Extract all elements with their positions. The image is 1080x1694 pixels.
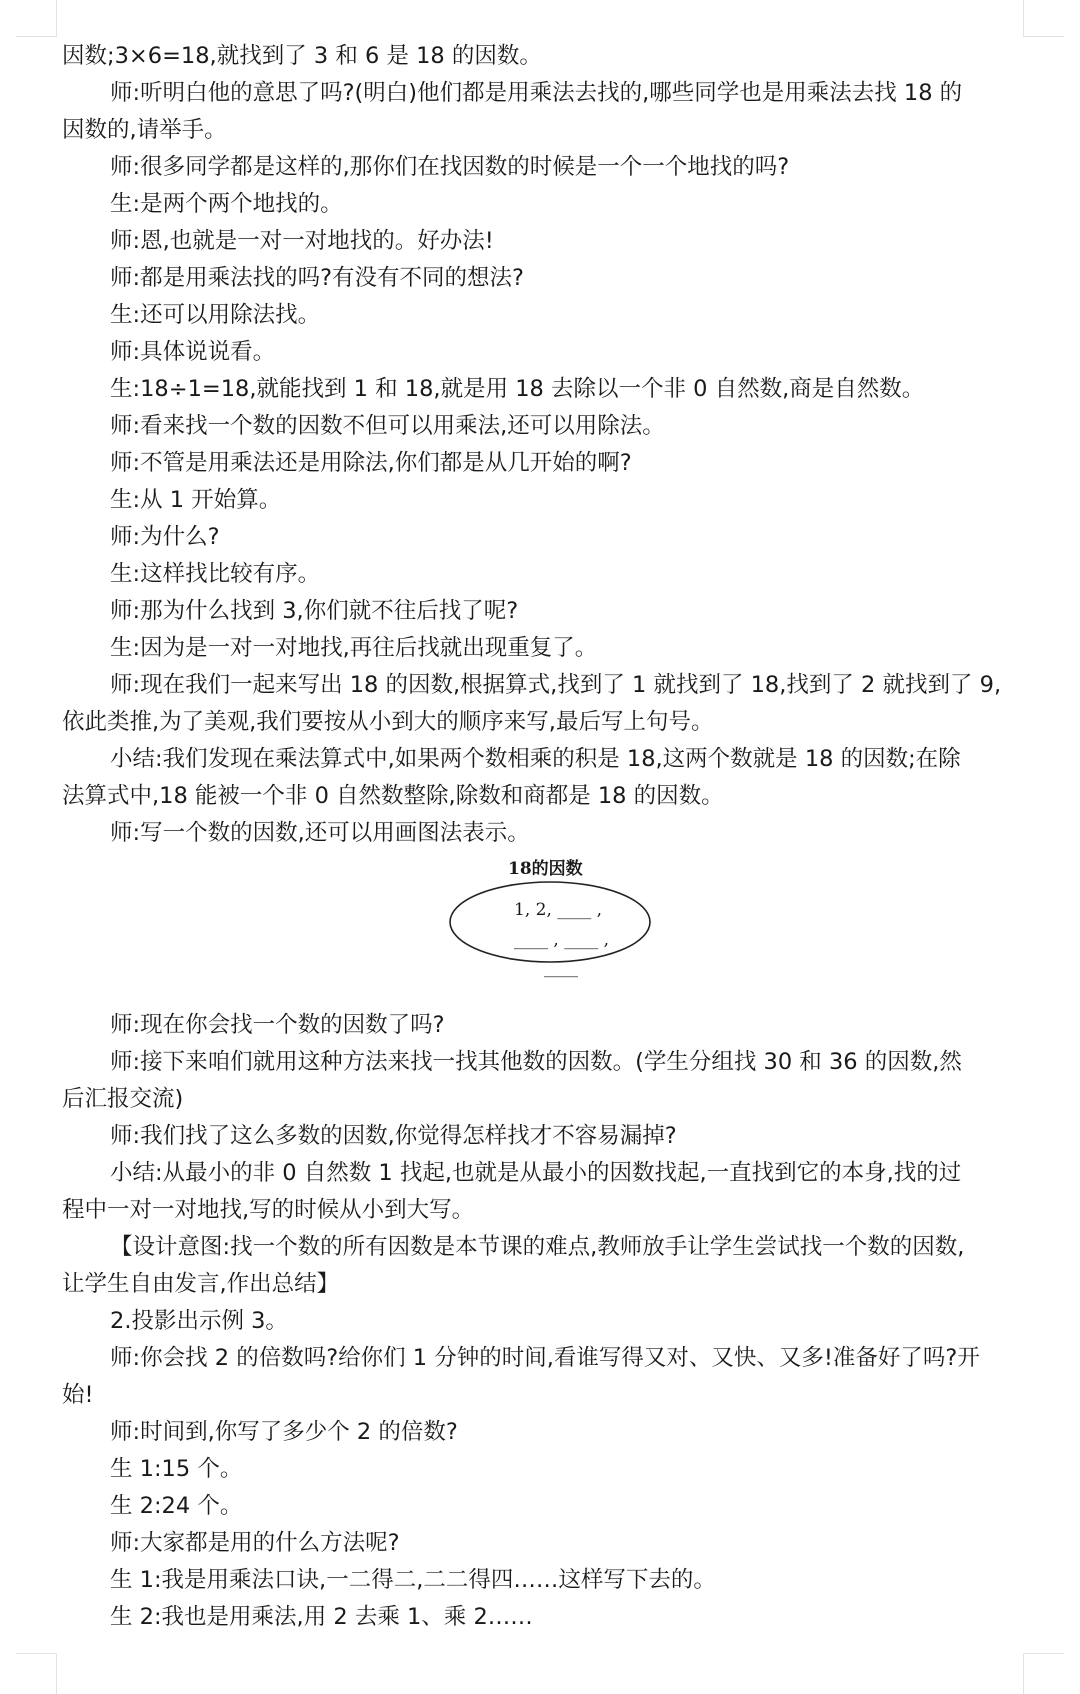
factor-ellipse-diagram bbox=[448, 880, 652, 964]
text-line: 让学生自由发言,作出总结】 bbox=[62, 1271, 340, 1297]
figure-row-1: 1, 2, ____ , bbox=[514, 900, 603, 920]
text-line: 师:时间到,你写了多少个 2 的倍数? bbox=[110, 1419, 458, 1445]
text-line: 因数的,请举手。 bbox=[62, 117, 227, 143]
text-line: 2.投影出示例 3。 bbox=[110, 1308, 288, 1334]
text-line: 生:因为是一对一对地找,再往后找就出现重复了。 bbox=[110, 635, 598, 661]
page-corner-mark-bottom-left bbox=[16, 1653, 57, 1694]
text-line: 依此类推,为了美观,我们要按从小到大的顺序来写,最后写上句号。 bbox=[62, 709, 714, 735]
text-line: 师:我们找了这么多数的因数,你觉得怎样找才不容易漏掉? bbox=[110, 1123, 677, 1149]
text-line: 生 2:24 个。 bbox=[110, 1493, 243, 1519]
text-line: 生:这样找比较有序。 bbox=[110, 561, 321, 587]
text-line: 师:看来找一个数的因数不但可以用乘法,还可以用除法。 bbox=[110, 413, 665, 439]
document-body bbox=[62, 38, 1028, 1636]
text-line: 师:现在我们一起来写出 18 的因数,根据算式,找到了 1 就找到了 18,找到了 2 就找到了 9, bbox=[110, 672, 1002, 698]
text-line: 师:恩,也就是一对一对地找的。好办法! bbox=[110, 228, 494, 254]
text-block-after-figure bbox=[62, 1007, 1028, 1636]
text-block-before-figure bbox=[62, 38, 1028, 852]
page-corner-mark-bottom-right bbox=[1023, 1653, 1064, 1694]
text-line: 师:大家都是用的什么方法呢? bbox=[110, 1530, 400, 1556]
text-line: 师:现在你会找一个数的因数了吗? bbox=[110, 1012, 445, 1038]
text-line: 始! bbox=[62, 1382, 94, 1408]
text-line: 生 1:我是用乘法口诀,一二得二,二二得四……这样写下去的。 bbox=[110, 1567, 716, 1593]
text-line: 小结:从最小的非 0 自然数 1 找起,也就是从最小的因数找起,一直找到它的本身,找的过 bbox=[110, 1160, 962, 1186]
text-line: 师:为什么? bbox=[110, 524, 220, 550]
text-line: 生 1:15 个。 bbox=[110, 1456, 243, 1482]
text-line: 师:写一个数的因数,还可以用画图法表示。 bbox=[110, 820, 530, 846]
factors-of-18-figure bbox=[62, 852, 1028, 1007]
text-line: 生:18÷1=18,就能找到 1 和 18,就是用 18 去除以一个非 0 自然数,商是自然数。 bbox=[110, 376, 925, 402]
text-line: 生:从 1 开始算。 bbox=[110, 487, 282, 513]
text-line: 后汇报交流) bbox=[62, 1086, 184, 1112]
figure-row-2: ____ , ____ , bbox=[514, 930, 610, 950]
text-line: 生 2:我也是用乘法,用 2 去乘 1、乘 2…… bbox=[110, 1604, 533, 1630]
text-line: 师:接下来咱们就用这种方法来找一找其他数的因数。(学生分组找 30 和 36 的因数,然 bbox=[110, 1049, 962, 1075]
text-line: 小结:我们发现在乘法算式中,如果两个数相乘的积是 18,这两个数就是 18 的因数;在除 bbox=[110, 746, 961, 772]
text-line: 法算式中,18 能被一个非 0 自然数整除,除数和商都是 18 的因数。 bbox=[62, 783, 724, 809]
text-line: 师:那为什么找到 3,你们就不往后找了呢? bbox=[110, 598, 519, 624]
factor-ellipse bbox=[450, 882, 650, 962]
figure-row-3: ____ bbox=[544, 958, 578, 978]
text-line: 程中一对一对地找,写的时候从小到大写。 bbox=[62, 1197, 475, 1223]
figure-title: 18的因数 bbox=[508, 859, 583, 879]
page-corner-mark-top-left bbox=[16, 0, 57, 37]
text-line: 师:你会找 2 的倍数吗?给你们 1 分钟的时间,看谁写得又对、又快、又多!准备好了吗?开 bbox=[110, 1345, 980, 1371]
text-line: 师:具体说说看。 bbox=[110, 339, 276, 365]
text-line: 【设计意图:找一个数的所有因数是本节课的难点,教师放手让学生尝试找一个数的因数, bbox=[110, 1234, 965, 1260]
text-line: 因数;3×6=18,就找到了 3 和 6 是 18 的因数。 bbox=[62, 43, 542, 69]
text-line: 师:都是用乘法找的吗?有没有不同的想法? bbox=[110, 265, 524, 291]
text-line: 师:不管是用乘法还是用除法,你们都是从几开始的啊? bbox=[110, 450, 632, 476]
text-line: 师:很多同学都是这样的,那你们在找因数的时候是一个一个地找的吗? bbox=[110, 154, 790, 180]
text-line: 生:还可以用除法找。 bbox=[110, 302, 321, 328]
page-corner-mark-top-right bbox=[1023, 0, 1064, 37]
text-line: 生:是两个两个地找的。 bbox=[110, 191, 343, 217]
text-line: 师:听明白他的意思了吗?(明白)他们都是用乘法去找的,哪些同学也是用乘法去找 18 的 bbox=[110, 80, 963, 106]
